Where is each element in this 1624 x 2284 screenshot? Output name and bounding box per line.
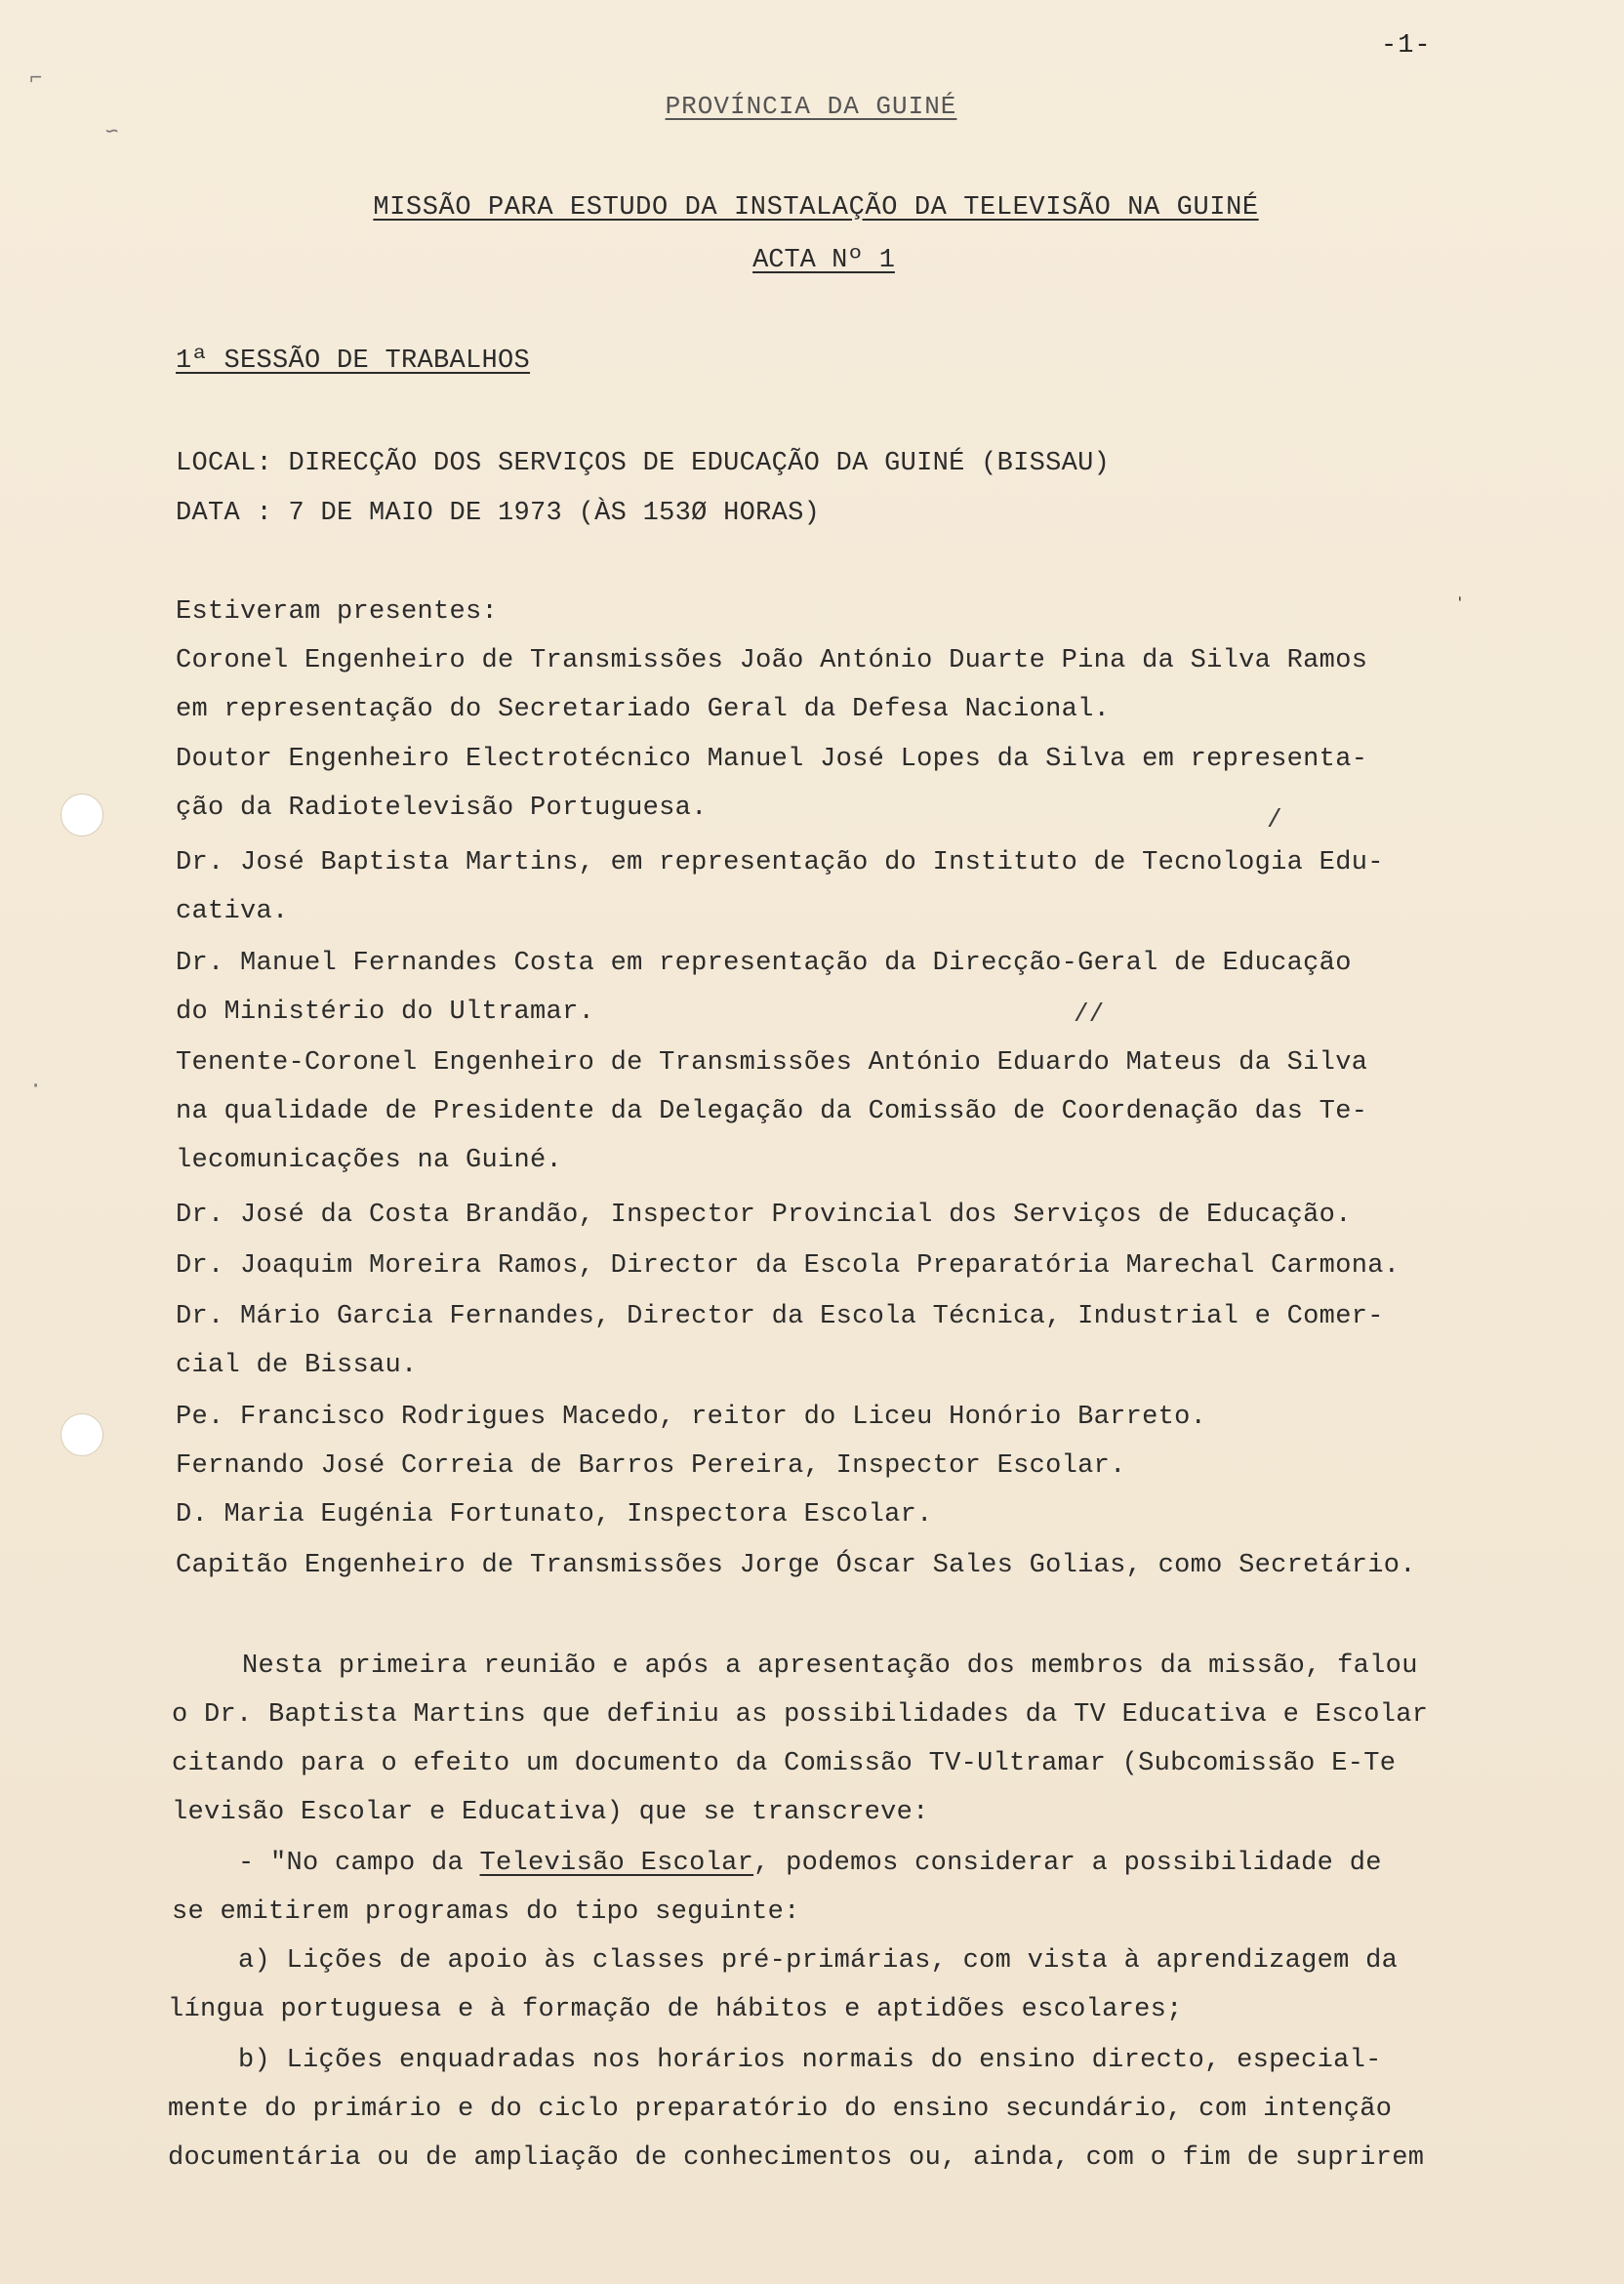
attendee-line: Pe. Francisco Rodrigues Macedo, reitor do Liceu Honório Barreto. <box>176 1403 1207 1432</box>
attendee-line: na qualidade de Presidente da Delegação da Comissão de Coordenação das Te- <box>176 1097 1368 1126</box>
body-line: levisão Escolar e Educativa) que se transcreve: <box>172 1798 929 1827</box>
attendee-line: Doutor Engenheiro Electrotécnico Manuel José Lopes da Silva em representa- <box>176 745 1368 774</box>
attendee-line: Dr. Manuel Fernandes Costa em representação da Direcção-Geral de Educação <box>176 949 1352 978</box>
attendee-line: Dr. José da Costa Brandão, Inspector Provincial dos Serviços de Educação. <box>176 1201 1352 1230</box>
attendee-line: D. Maria Eugénia Fortunato, Inspectora Escolar. <box>176 1500 933 1529</box>
attendee-line: Dr. José Baptista Martins, em representação do Instituto de Tecnologia Edu- <box>176 848 1384 877</box>
page-number: -1- <box>1381 31 1432 61</box>
quote-underlined-term: Televisão Escolar <box>479 1849 754 1878</box>
quote-line: a) Lições de apoio às classes pré-primárias, com vista à aprendizagem da <box>238 1946 1399 1976</box>
quote-line: b) Lições enquadradas nos horários normais do ensino directo, especial- <box>238 2046 1382 2075</box>
local-line: LOCAL: DIRECÇÃO DOS SERVIÇOS DE EDUCAÇÃO DA GUINÉ (BISSAU) <box>176 449 1111 478</box>
punch-hole-top <box>61 794 103 836</box>
body-line: Nesta primeira reunião e após a apresentação dos membros da missão, falou <box>242 1652 1418 1681</box>
quote-start: - "No campo da <box>238 1849 480 1878</box>
attendee-line: em representação do Secretariado Geral da Defesa Nacional. <box>176 695 1111 724</box>
province-heading: PROVÍNCIA DA GUINÉ <box>665 92 957 121</box>
margin-mark: ⌐ <box>29 66 43 91</box>
session-heading: 1ª SESSÃO DE TRABALHOS <box>176 347 531 376</box>
margin-mark: · <box>29 1074 43 1098</box>
pen-mark: ˈ <box>1452 593 1468 623</box>
quote-line: se emitirem programas do tipo seguinte: <box>172 1897 800 1927</box>
attendee-line: Fernando José Correia de Barros Pereira, Inspector Escolar. <box>176 1451 1126 1481</box>
attendee-line: lecomunicações na Guiné. <box>176 1146 563 1175</box>
attendee-line: Dr. Mário Garcia Fernandes, Director da Escola Técnica, Industrial e Comer- <box>176 1302 1384 1331</box>
present-heading: Estiveram presentes: <box>176 597 499 627</box>
attendee-line: cativa. <box>176 897 289 926</box>
body-line: o Dr. Baptista Martins que definiu as possibilidades da TV Educativa e Escolar <box>172 1700 1429 1730</box>
pen-mark: // <box>1074 999 1105 1029</box>
quote-line <box>238 1847 1382 1880</box>
margin-mark: ∽ <box>105 120 119 144</box>
quote-end: , podemos considerar a possibilidade de <box>753 1849 1382 1878</box>
quote-line: língua portuguesa e à formação de hábitos e aptidões escolares; <box>168 1995 1183 2024</box>
date-line: DATA : 7 DE MAIO DE 1973 (ÀS 153Ø HORAS) <box>176 499 821 528</box>
acta-number: ACTA Nº 1 <box>752 246 895 275</box>
body-line: citando para o efeito um documento da Comissão TV-Ultramar (Subcomissão E-Te <box>172 1749 1397 1778</box>
quote-line: mente do primário e do ciclo preparatório do ensino secundário, com intenção <box>168 2095 1393 2124</box>
pen-mark: / <box>1267 805 1282 835</box>
attendee-line: Dr. Joaquim Moreira Ramos, Director da Escola Preparatória Marechal Carmona. <box>176 1251 1401 1281</box>
attendee-line: do Ministério do Ultramar. <box>176 998 595 1027</box>
punch-hole-bottom <box>61 1413 103 1456</box>
attendee-line: cial de Bissau. <box>176 1351 418 1380</box>
attendee-line: Coronel Engenheiro de Transmissões João António Duarte Pina da Silva Ramos <box>176 646 1368 675</box>
quote-line: documentária ou de ampliação de conhecimentos ou, ainda, com o fim de suprirem <box>168 2143 1425 2173</box>
mission-title: MISSÃO PARA ESTUDO DA INSTALAÇÃO DA TELEVISÃO NA GUINÉ <box>373 193 1259 223</box>
attendee-line: Tenente-Coronel Engenheiro de Transmissões António Eduardo Mateus da Silva <box>176 1048 1368 1078</box>
attendee-line: ção da Radiotelevisão Portuguesa. <box>176 794 708 823</box>
attendee-line: Capitão Engenheiro de Transmissões Jorge Óscar Sales Golias, como Secretário. <box>176 1551 1416 1580</box>
